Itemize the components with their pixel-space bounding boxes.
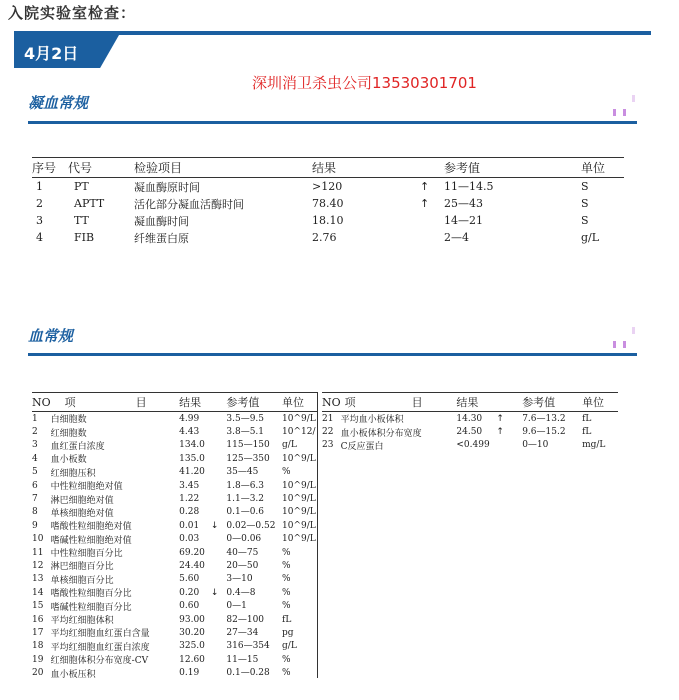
cell-no: 15: [32, 601, 44, 612]
cell-item: C反应蛋白: [340, 441, 384, 452]
cell-no: 2: [32, 427, 38, 438]
table-row: [32, 439, 317, 452]
cell-item: 凝血酶时间: [134, 214, 189, 228]
cell-no: 18: [32, 641, 44, 652]
cell-unit: fL: [582, 413, 592, 424]
up-arrow-icon: ↑: [420, 197, 430, 210]
table-row: [32, 586, 317, 599]
cell-ref: 0—10: [522, 440, 549, 451]
table-row: [32, 412, 317, 426]
cell-no: 3: [36, 214, 43, 227]
cell-item: 嗜酸性粒细胞绝对值: [50, 522, 132, 533]
table-row: [322, 412, 618, 426]
cell-unit: %: [282, 587, 291, 598]
cell-item: 纤维蛋白原: [134, 231, 189, 245]
cell-item: 血小板体积分布宽度: [340, 428, 422, 439]
header-flag: [420, 158, 444, 178]
flag-cell: [211, 546, 227, 559]
cell-unit: %: [282, 560, 291, 571]
cell-ref: 11—15: [226, 654, 259, 665]
header-item: [51, 393, 179, 412]
section-rule: [28, 121, 637, 124]
cell-unit: %: [282, 668, 291, 679]
cell-no: 1: [36, 180, 43, 193]
decor-mark-icon: [623, 109, 626, 116]
cell-no: 21: [322, 413, 334, 424]
cell-no: 16: [32, 614, 44, 625]
table-row: [32, 533, 317, 546]
cell-item: 红细胞数: [50, 428, 87, 439]
cell-no: 10: [32, 534, 44, 545]
cell-unit: %: [282, 547, 291, 558]
cell-ref: 316—354: [226, 641, 270, 652]
cell-unit: 10^9/L: [282, 494, 316, 505]
cell-no: 3: [32, 440, 38, 451]
decor-mark-icon: [613, 341, 616, 348]
cell-item: 单核细胞百分比: [50, 575, 114, 586]
table-row: [32, 506, 317, 519]
header-unit: 单位: [582, 393, 618, 412]
cell-unit: 10^9/L: [282, 480, 316, 491]
table-header-row: [32, 158, 624, 178]
header-item-b: 目: [135, 396, 147, 409]
header-result: 结果: [456, 393, 496, 412]
table-row: [32, 425, 317, 438]
cell-unit: S: [581, 214, 589, 227]
cell-no: 23: [322, 440, 334, 451]
cell-unit: S: [581, 180, 589, 193]
cell-code: TT: [74, 214, 89, 227]
cell-no: 11: [32, 547, 44, 558]
table-header-row: [32, 393, 317, 412]
cell-no: 13: [32, 574, 44, 585]
header-result: 结果: [179, 393, 211, 412]
flag-cell: [211, 559, 227, 572]
cell-item: 嗜碱性粒细胞百分比: [50, 602, 132, 613]
header-item: 检验项目: [134, 158, 312, 178]
flag-cell: [211, 533, 227, 546]
cell-ref: 9.6—15.2: [522, 427, 566, 438]
flag-cell: [420, 212, 444, 229]
cell-result: 0.60: [179, 601, 200, 612]
header-result: 结果: [312, 158, 420, 178]
watermark: 深圳消卫杀虫公司13530301701: [252, 74, 477, 92]
header-ref: 参考值: [522, 393, 582, 412]
cell-unit: g/L: [282, 641, 297, 652]
cell-ref: 2—4: [444, 231, 469, 244]
cell-ref: 27—34: [226, 627, 259, 638]
cell-item: 白细胞数: [50, 415, 87, 426]
table-row: [32, 229, 624, 246]
table-row: [32, 640, 317, 653]
cell-item: 平均红细胞血红蛋白含量: [50, 629, 150, 640]
cell-unit: 10^9/L: [282, 520, 316, 531]
flag-cell: [211, 599, 227, 612]
cell-ref: 1.8—6.3: [226, 480, 265, 491]
cell-item: 血红蛋白浓度: [50, 441, 105, 452]
cell-no: 22: [322, 427, 334, 438]
cell-result: 69.20: [179, 547, 205, 558]
cell-item: 嗜酸性粒细胞百分比: [50, 589, 132, 600]
cell-ref: 115—150: [226, 440, 270, 451]
table-row: [32, 626, 317, 639]
blood-routine-title: 血常规: [28, 327, 74, 345]
date-label: 4月2日: [24, 44, 79, 63]
coagulation-table: [32, 157, 624, 246]
cell-unit: S: [581, 197, 589, 210]
flag-cell: [211, 479, 227, 492]
cell-result: >120: [312, 180, 343, 193]
cell-ref: 3.5—9.5: [226, 413, 265, 424]
down-arrow-icon: ↓: [210, 587, 219, 598]
cell-result: 0.20: [179, 587, 200, 598]
section-rule: [28, 353, 637, 356]
cell-ref: 40—75: [226, 547, 259, 558]
cell-item: 淋巴细胞绝对值: [50, 495, 114, 506]
cell-no: 12: [32, 560, 44, 571]
cell-ref: 0.1—0.28: [226, 668, 270, 679]
cell-result: 325.0: [179, 641, 205, 652]
page-title: 入院实验室检查：: [8, 4, 137, 22]
table-row: [32, 613, 317, 626]
cell-item: 淋巴细胞百分比: [50, 562, 114, 573]
cell-unit: fL: [582, 427, 592, 438]
up-arrow-icon: ↑: [420, 180, 430, 193]
flag-cell: [211, 492, 227, 505]
header-ref: 参考值: [444, 158, 581, 178]
cell-result: 93.00: [179, 614, 205, 625]
flag-cell: [211, 573, 227, 586]
flag-cell: [211, 412, 227, 426]
table-row: [32, 519, 317, 532]
header-no: 序号: [32, 158, 68, 178]
cell-no: 19: [32, 654, 44, 665]
blood-routine-table-left: [32, 392, 317, 680]
table-row: [32, 195, 624, 212]
decor-mark-icon: [613, 109, 616, 116]
decor-mark-icon: [623, 341, 626, 348]
cell-ref: 14—21: [444, 214, 483, 227]
cell-unit: %: [282, 574, 291, 585]
cell-no: 8: [32, 507, 38, 518]
table-row: [32, 546, 317, 559]
table-header-row: [322, 393, 618, 412]
cell-ref: 20—50: [226, 560, 259, 571]
coagulation-title: 凝血常规: [28, 94, 89, 112]
header-rule: [14, 31, 651, 35]
cell-no: 20: [32, 668, 44, 679]
cell-unit: g/L: [282, 440, 297, 451]
header-item-a: 项: [64, 396, 76, 409]
cell-item: 平均红细胞血红蛋白浓度: [50, 642, 150, 653]
cell-no: 1: [32, 413, 38, 424]
table-row: [32, 573, 317, 586]
cell-no: 2: [36, 197, 43, 210]
cell-result: 78.40: [312, 197, 344, 210]
cell-no: 17: [32, 627, 44, 638]
header-item-a: 项: [344, 396, 356, 409]
cell-result: 24.50: [456, 427, 483, 438]
cell-result: 0.28: [179, 507, 200, 518]
flag-cell: [496, 439, 522, 452]
up-arrow-icon: ↑: [496, 413, 504, 424]
cell-item: 红细胞体积分布宽度-CV: [50, 656, 149, 667]
cell-no: 6: [32, 480, 38, 491]
cell-result: 12.60: [179, 654, 205, 665]
cell-item: 活化部分凝血活酶时间: [134, 197, 244, 211]
cell-result: 14.30: [456, 413, 483, 424]
cell-unit: pg: [282, 627, 294, 638]
cell-result: 3.45: [179, 480, 200, 491]
table-row: [32, 559, 317, 572]
header-unit: 单位: [282, 393, 317, 412]
up-arrow-icon: ↑: [496, 427, 504, 438]
flag-cell: [420, 229, 444, 246]
blood-routine-table-right: [322, 392, 618, 452]
decor-mark-icon: [632, 95, 635, 102]
table-row: [32, 492, 317, 505]
cell-result: 0.03: [179, 534, 200, 545]
cell-no: 9: [32, 520, 38, 531]
cell-ref: 35—45: [226, 467, 259, 478]
cell-no: 14: [32, 587, 44, 598]
flag-cell: [211, 439, 227, 452]
cell-unit: 10^9/L: [282, 453, 316, 464]
cell-no: 4: [36, 231, 43, 244]
header-flag: [496, 393, 522, 412]
table-row: [32, 599, 317, 612]
cell-result: 4.99: [179, 413, 200, 424]
cell-result: 0.01: [179, 520, 200, 531]
cell-unit: 10^12/: [282, 427, 316, 438]
cell-code: PT: [74, 180, 89, 193]
header-ref: 参考值: [226, 393, 282, 412]
cell-result: 4.43: [179, 427, 200, 438]
header-unit: 单位: [581, 158, 624, 178]
cell-no: 4: [32, 453, 38, 464]
cell-item: 平均血小板体积: [340, 415, 404, 426]
header-no: NO: [322, 393, 341, 412]
table-row: [32, 212, 624, 229]
table-row: [32, 653, 317, 666]
flag-cell: [211, 653, 227, 666]
cell-code: APTT: [74, 197, 105, 210]
cell-result: 24.40: [179, 560, 205, 571]
cell-result: 134.0: [179, 440, 205, 451]
cell-no: 5: [32, 467, 38, 478]
cell-unit: %: [282, 601, 291, 612]
cell-ref: 0—1: [226, 601, 247, 612]
cell-no: 7: [32, 494, 38, 505]
cell-item: 中性粒细胞百分比: [50, 549, 123, 560]
cell-result: 5.60: [179, 574, 200, 585]
column-divider: [317, 392, 318, 678]
cell-ref: 125—350: [226, 453, 270, 464]
header-code: 代号: [68, 158, 134, 178]
cell-ref: 3—10: [226, 574, 253, 585]
cell-unit: g/L: [581, 231, 600, 244]
flag-cell: [211, 626, 227, 639]
flag-cell: [211, 640, 227, 653]
cell-result: 135.0: [179, 453, 205, 464]
flag-cell: [211, 425, 227, 438]
table-row: [322, 425, 618, 438]
down-arrow-icon: ↓: [210, 520, 219, 531]
cell-unit: %: [282, 654, 291, 665]
cell-unit: fL: [282, 614, 292, 625]
flag-cell: [211, 666, 227, 679]
cell-result: 18.10: [312, 214, 344, 227]
cell-ref: 1.1—3.2: [226, 494, 265, 505]
cell-item: 单核细胞绝对值: [50, 508, 114, 519]
flag-cell: [211, 613, 227, 626]
cell-code: FIB: [74, 231, 95, 244]
cell-item: 中性粒细胞绝对值: [50, 482, 123, 493]
flag-cell: [211, 452, 227, 465]
cell-item: 血小板数: [50, 455, 87, 466]
cell-result: 0.19: [179, 668, 200, 679]
cell-result: 1.22: [179, 494, 200, 505]
cell-ref: 11—14.5: [444, 180, 494, 193]
cell-item: 血小板压积: [50, 669, 96, 680]
cell-ref: 82—100: [226, 614, 265, 625]
header-flag: [211, 393, 227, 412]
table-row: [32, 479, 317, 492]
cell-ref: 0.4—8: [226, 587, 256, 598]
table-row: [32, 178, 624, 196]
table-row: [32, 466, 317, 479]
cell-result: 41.20: [179, 467, 205, 478]
cell-unit: 10^9/L: [282, 534, 316, 545]
decor-mark-icon: [632, 327, 635, 334]
header-no: NO: [32, 393, 51, 412]
cell-item: 红细胞压积: [50, 468, 96, 479]
cell-ref: 3.8—5.1: [226, 427, 265, 438]
cell-ref: 0—0.06: [226, 534, 262, 545]
cell-item: 平均红细胞体积: [50, 616, 114, 627]
table-row: [322, 439, 618, 452]
table-row: [32, 452, 317, 465]
cell-ref: 7.6—13.2: [522, 413, 566, 424]
cell-item: 凝血酶原时间: [134, 180, 200, 194]
table-row: [32, 666, 317, 679]
cell-result: <0.499: [456, 440, 490, 451]
cell-ref: 25—43: [444, 197, 483, 210]
cell-unit: 10^9/L: [282, 413, 316, 424]
header-item-b: 目: [411, 396, 423, 409]
cell-unit: mg/L: [582, 440, 606, 451]
cell-ref: 0.02—0.52: [226, 520, 276, 531]
flag-cell: [211, 506, 227, 519]
flag-cell: [211, 466, 227, 479]
cell-result: 30.20: [179, 627, 205, 638]
cell-unit: %: [282, 467, 291, 478]
header-item: [341, 393, 457, 412]
cell-ref: 0.1—0.6: [226, 507, 265, 518]
cell-result: 2.76: [312, 231, 337, 244]
cell-item: 嗜碱性粒细胞绝对值: [50, 535, 132, 546]
cell-unit: 10^9/L: [282, 507, 316, 518]
